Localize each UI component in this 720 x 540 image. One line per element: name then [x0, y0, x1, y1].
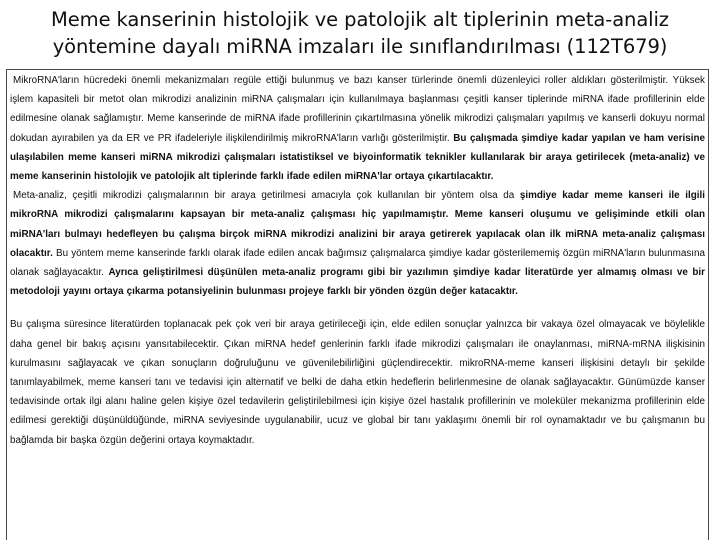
- paragraph-outcomes: [10, 315, 705, 449]
- paragraph-meta-normal-2: Bu yöntem meme kanserinde farklı olarak ifade edilen ancak bağımsız çalışmalarca şimdiye kadar gösterilememiş özgün miRNA'ların bulunmasına olanak sağlayacaktır.: [10, 247, 705, 279]
- paragraph-intro-normal: MikroRNA'ların hücredeki önemli mekanizmaları regüle ettiği bulunmuş ve bazı kanser türlerinde önemli düzenleyici roller aldıkları gösterilmiştir. Yüksek işlem kapasiteli bir metot olan mikrodizi analizinin miRNA çalışmaları için kullanılmaya başlanması çeşitli kanser tiplerinde miRNA ifade profillerinin elde edilmesine olanak sağlamıştır. Meme kanserinde de miRNA ifade profillerinin çıkartılmasına yönelik mikrodizi çalışmaları yapılmış ve kanserli dokuyu normal dokudan ayırabilen ya da ER ve PR ifadeleriyle ilişkilendirilmiş mikroRNA'ların varlığı gösterilmiştir.: [10, 75, 705, 144]
- paragraph-meta-bold-2: Ayrıca geliştirilmesi düşünülen meta-analiz programı gibi bir yazılımın şimdiye kadar literatürde yer almamış olması ve bir metodoloji yayını ortaya çıkarma potansiyelinin bulunması projeye farklı bir yönden özgün değer katacaktır.: [10, 267, 705, 298]
- paragraph-outcomes-normal: Bu çalışma süresince literatürden toplanacak pek çok veri bir araya getirileceği için, elde edilen sonuçlar yalnızca bir vakaya özel olmayacak ve böylelikle daha genel bir bakış açısını yansıtabilecektir. Çıkan miRNA hedef genlerinin farklı ifade mikrodizi çalışmaları ile onaylanması, miRNA-mRNA ilişkisinin kurulmasını sağlayacak ve çıkan sonuçların doğruluğunu ve güvenilebilirliğini güçlendirecektir. mikroRNA-meme kanseri ilişkisini detaylı bir şekilde tanımlayabilmek, meme kanseri tanı ve tedavisi için alternatif ve belki de daha etkin hedeflerin belirlenmesine de olanak sağlayacaktır. Günümüzde kanser tedavisinde ortak ilgi alanı haline gelen kişiye özel tedavilerin geliştirilebilmesi için kişiye özel hastalık profillerinin ve moleküler mekanizma profillerinin elde edilmesi gerektiği düşünüldüğünde, miRNA seviyesinde uygulanabilir, ucuz ve global bir tanı yaklaşımı önemli bir rol oynamaktadır ve bu çalışmanın bu bağlamda bir başka özgün değerini ortaya koymaktadır.: [10, 319, 705, 446]
- paragraph-meta-bold-1: şimdiye kadar meme kanseri ile ilgili mikroRNA mikrodizi çalışmalarını kapsayan bir meta-analiz çalışması hiç yapılmamıştır. Meme kanseri oluşumu ve gelişiminde etkili olan miRNA'ları bulmayı hedefleyen bu çalışma birçok miRNA mikrodizi analizini bir araya getirerek yapılacak olan ilk miRNA meta-analiz çalışması olacaktır.: [10, 190, 705, 259]
- paragraph-meta-analysis: [10, 186, 705, 301]
- paragraph-intro: [10, 71, 705, 186]
- paragraph-intro-bold: Bu çalışmada şimdiye kadar yapılan ve ham verisine ulaşılabilen meme kanseri miRNA mikrodizi çalışmaları istatistiksel ve biyoinformatik teknikler kullanılarak bir araya getirilecek (meta-analiz) ve meme kanserinin histolojik ve patolojik alt tiplerinde farklı ifade edilen miRNA'lar ortaya çıkartılacaktır.: [10, 132, 705, 183]
- slide-title: [20, 6, 700, 60]
- content-text-box: [6, 69, 709, 540]
- paragraph-meta-normal-1: Meta-analiz, çeşitli mikrodizi çalışmalarının bir araya getirilmesi amacıyla çok kullanılan bir yöntem olsa da: [13, 190, 520, 202]
- slide-title-line-2: yöntemine dayalı miRNA imzaları ile sınıflandırılması (112T679): [52, 35, 668, 58]
- slide-title-line-1: Meme kanserinin histolojik ve patolojik alt tiplerinin meta-analiz: [51, 8, 669, 31]
